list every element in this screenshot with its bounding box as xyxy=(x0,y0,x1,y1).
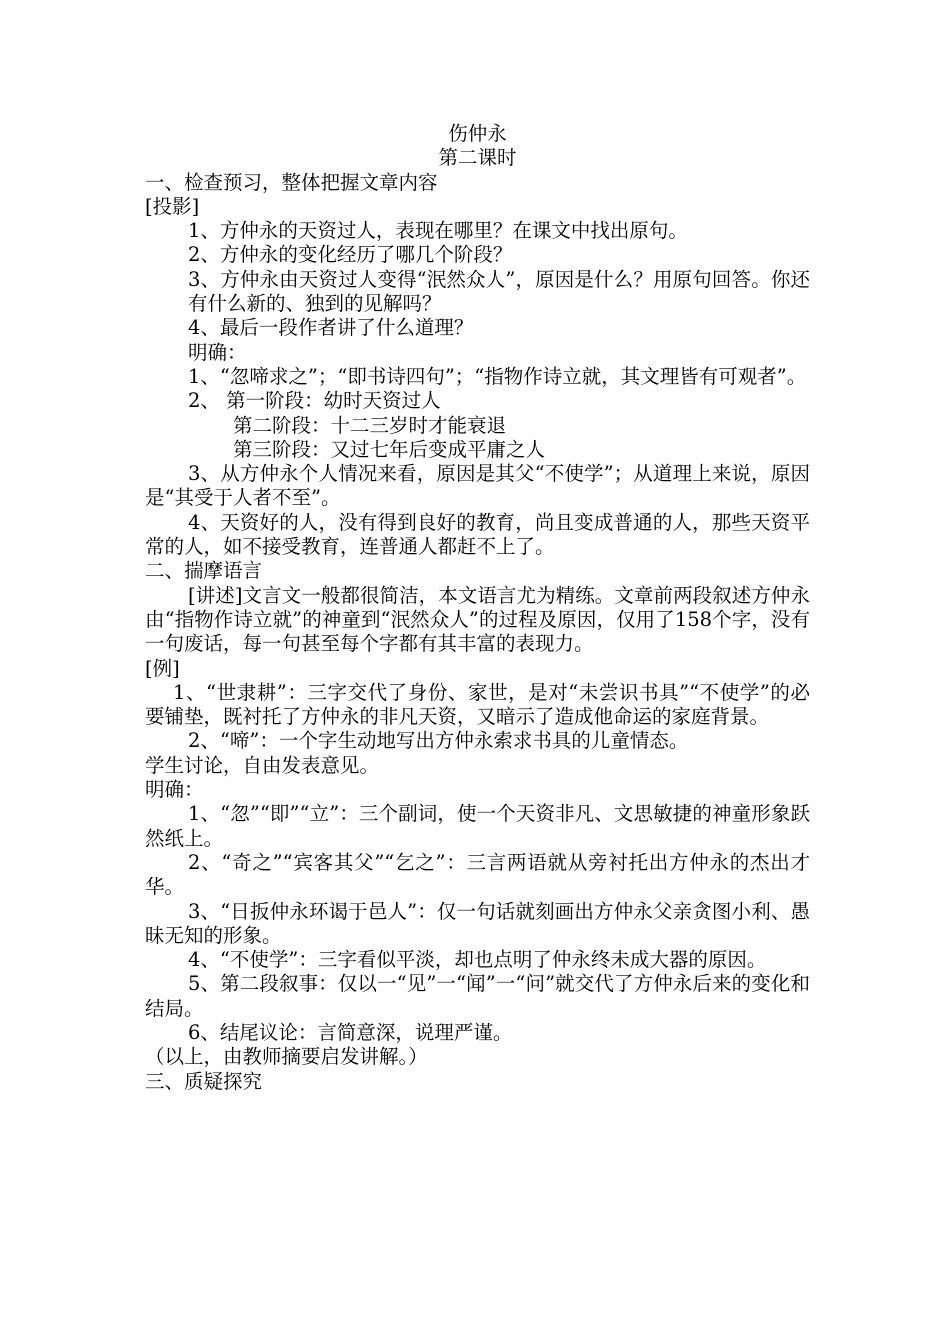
clarify-6: 6、结尾议论：言简意深，说理严谨。 xyxy=(188,1020,513,1044)
projection-tag: [投影] xyxy=(145,194,200,218)
question-3: 3、方仲永由天资过人变得“泯然众人”，原因是什么？用原句回答。你还有什么新的、独到的见解吗？ xyxy=(188,267,810,316)
doc-title: 伤仲永 xyxy=(448,122,507,145)
example-1: 1、“世隶耕”：三字交代了身份、家世，是对“未尝识书具”“不使学”的必要铺垫，既衬托了方仲永的非凡天资，又暗示了造成他命运的家庭背景。 xyxy=(145,680,810,729)
answer-1: 1、“忽啼求之”；“即书诗四句”；“指物作诗立就，其文理皆有可观者”。 xyxy=(188,364,807,388)
example-tag: [例] xyxy=(145,656,180,680)
clarify-1: 1、“忽”“即”“立”：三个副词，使一个天资非凡、文思敏捷的神童形象跃然纸上。 xyxy=(145,802,810,850)
clarify-2: 2、“奇之”“宾客其父”“乞之”：三言两语就从旁衬托出方仲永的杰出才华。 xyxy=(145,850,810,899)
answer-2-stage-3: 第三阶段：又过七年后变成平庸之人 xyxy=(233,437,546,461)
example-2: 2、“啼”：一个字生动地写出方仲永索求书具的儿童情态。 xyxy=(188,729,689,753)
teacher-note: （以上，由教师摘要启发讲解。） xyxy=(145,1045,428,1069)
section-heading-2: 二、揣摩语言 xyxy=(145,559,263,583)
discussion-note: 学生讨论，自由发表意见。 xyxy=(145,753,380,777)
clarify-5: 5、第二段叙事：仅以一“见”一“闻”一“问”就交代了方仲永后来的变化和结局。 xyxy=(145,972,810,1020)
answer-4: 4、天资好的人，没有得到良好的教育，尚且变成普通的人，那些天资平常的人，如不接受教育，连普通人都赶不上了。 xyxy=(145,510,810,559)
section-heading-1: 一、检查预习，整体把握文章内容 xyxy=(145,170,438,194)
question-2: 2、方仲永的变化经历了哪几个阶段？ xyxy=(188,243,513,267)
doc-subtitle: 第二课时 xyxy=(438,146,517,170)
clarify-3: 3、“日扳仲永环谒于邑人”：仅一句话就刻画出方仲永父亲贪图小利、愚昧无知的形象。 xyxy=(145,899,810,947)
lecture-paragraph: [讲述]文言文一般都很简洁，本文语言尤为精练。文章前两段叙述方仲永由“指物作诗立就”的神童到“泯然众人”的过程及原因，仅用了158个字，没有一句废话，每一句甚至每个字都有其丰富的表现力。 xyxy=(145,583,810,656)
question-1: 1、方仲永的天资过人，表现在哪里？在课文中找出原句。 xyxy=(188,219,688,243)
clarify-4: 4、“不使学”：三字看似平淡，却也点明了仲永终未成大器的原因。 xyxy=(188,948,767,972)
answer-label-1: 明确： xyxy=(188,340,247,364)
answer-label-2: 明确： xyxy=(145,778,204,802)
question-4: 4、最后一段作者讲了什么道理？ xyxy=(188,316,474,340)
section-heading-3: 三、质疑探究 xyxy=(145,1069,263,1093)
answer-2-stage-1: 2、 第一阶段：幼时天资过人 xyxy=(188,389,441,413)
answer-2-stage-2: 第二阶段：十二三岁时才能衰退 xyxy=(233,413,507,437)
document-page xyxy=(145,122,810,1094)
answer-3: 3、从方仲永个人情况来看，原因是其父“不使学”；从道理上来说，原因是“其受于人者不至”。 xyxy=(145,462,810,510)
